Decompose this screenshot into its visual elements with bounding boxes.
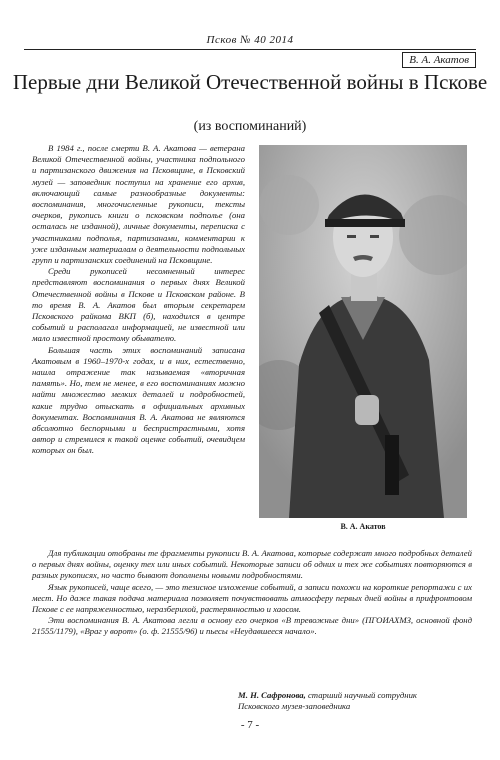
paragraph: Для публикации отобраны те фрагменты рукописи В. А. Акатова, которые содержат много подробных деталей о первых днях войны, оценку тех или иных событий. Некоторые записи об одних и тех же событиях повторяются в разных рукописях, но часто бывают дополнены новыми подробностями. [32,548,472,581]
paragraph: Среди рукописей несомненный интерес представляют воспоминания о первых днях Великой Отечественной войны в Пскове и Псковском районе. В то время В. А. Акатов был вторым секретарем Псковского райкома ВКП (б), находился в центре событий и располагал информацией, не известной или мало известной простому обывателю. [32,266,245,344]
portrait-photo [259,145,467,518]
article-subtitle: (из воспоминаний) [193,119,307,134]
paragraph: В 1984 г., после смерти В. А. Акатова — ветерана Великой Отечественной войны, участника подпольного и партизанского движения на Псковщине, в Псковский музей — заповедник поступил на хранение его архив, включающий самые разнообразные документы: воспоминания, многочисленные рукописи, тексты очерков, рукопись книги о псковском подполье (она осталась не изданной), личные документы, переписка с участниками подполья, партизанами, комментарии к уже изданным материалам о деятельности подпольных групп и партизанских соединений на Псковщине. [32,143,245,266]
author-box: В. А. Акатов [402,52,476,68]
article-title: Первые дни Великой Отечественной войны в Пскове [12,70,488,94]
paragraph: Язык рукописей, чаще всего, — это тезисное изложение событий, а записи похожи на короткие репортажи с их мест. Но даже такая подача материала позволяет почувствовать атмосферу первых дней войны в прифронтовом Пскове с ее напряженностью, неразберихой, растерянностью и хаосом. [32,581,472,615]
page-number: - 7 - [240,719,260,731]
journal-header: Псков № 40 2014 [206,34,294,46]
portrait-image [259,145,467,518]
photo-caption: В. А. Акатов [340,522,386,531]
header-rule [24,49,476,50]
signature-block [238,690,478,712]
signature-name: М. Н. Сафронова, [238,690,306,700]
signature-role: старший научный сотрудник [305,690,417,700]
signature-institution: Псковского музея-заповедника [238,701,351,711]
full-width-text [32,548,472,638]
paragraph: Эти воспоминания В. А. Акатова легли в основу его очерков «В тревожные дни» (ПГОИАХМЗ, основной фонд 21555/1179), «Враг у ворот» (о. ф. 21555/96) и пьесы «Неудавшееся начало». [32,615,472,637]
paragraph: Большая часть этих воспоминаний записана Акатовым в 1960–1970-х годах, и в них, естественно, нашла отражение так называемая «вторичная память». Но, тем не менее, в его воспоминаниях можно найти множество мелких деталей и подробностей, какие трудно отыскать в официальных архивных документах. Воспоминания В. А. Акатова не являются абсолютно беспорными и беспристрастными, хотя автор и стремился к такой оценке событий, очевидцем которых он был. [32,344,245,456]
intro-column [32,143,245,457]
